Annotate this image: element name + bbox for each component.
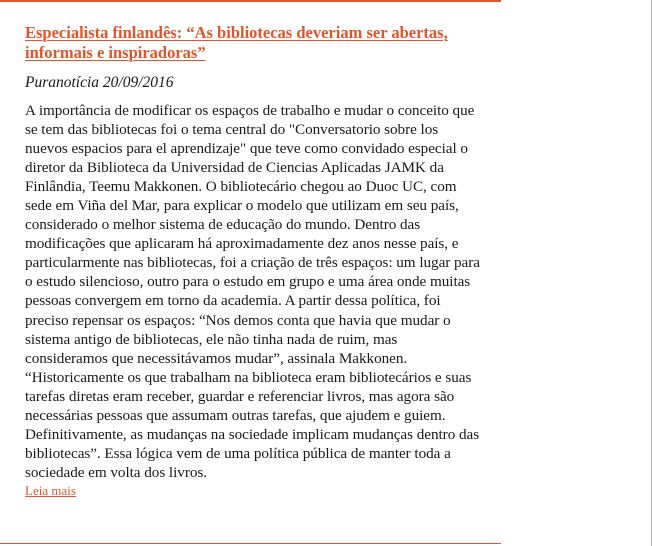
read-more-link[interactable]: Leia mais [25,482,76,498]
article-byline: Puranotícia 20/09/2016 [25,74,174,91]
right-border [651,0,652,546]
top-divider [0,0,501,2]
news-article [25,23,481,500]
bottom-divider [0,543,501,544]
article-headline-link[interactable]: Especialista finlandês: “As bibliotecas deveriam ser abertas, informais e inspiradoras” [25,23,448,62]
article-body: A importância de modificar os espaços de trabalho e mudar o conceito que se tem das bibliotecas foi o tema central do "Conversatorio sobre los nuevos espacios para el aprendizaje" que teve como convidado especial o diretor da Biblioteca da Universidad de Ciencias Aplicadas JAMK da Finlândia, Teemu Makkonen. O bibliotecário chegou ao Duoc UC, com sede em Viña del Mar, para explicar o modelo que utilizam em seu país, considerado o melhor sistema de educação do mundo. Dentro das modificações que aplicaram há aproximadamente dez anos nesse país, e particularmente nas bibliotecas, foi a criação de três espaços: um lugar para o estudo silencioso, outro para o estudo em grupo e uma área onde muitas pessoas convergem em torno da academia. A partir dessa política, foi preciso repensar os espaços: “Nos demos conta que havia que mudar o sistema antigo de bibliotecas, ele não tinha nada de ruim, mas consideramos que necessitávamos mudar”, assinala Makkonen. “Historicamente os que trabalham na biblioteca eram bibliotecários e suas tarefas diretas eram receber, guardar e referenciar livros, mas agora são necessárias pessoas que assumam outras tarefas, que ajudem e guiem. Definitivamente, as mudanças na sociedade implicam mudanças dentro das bibliotecas”. Essa lógica vem de uma política pública de manter toda a sociedade em volta dos livros. [25,102,480,481]
